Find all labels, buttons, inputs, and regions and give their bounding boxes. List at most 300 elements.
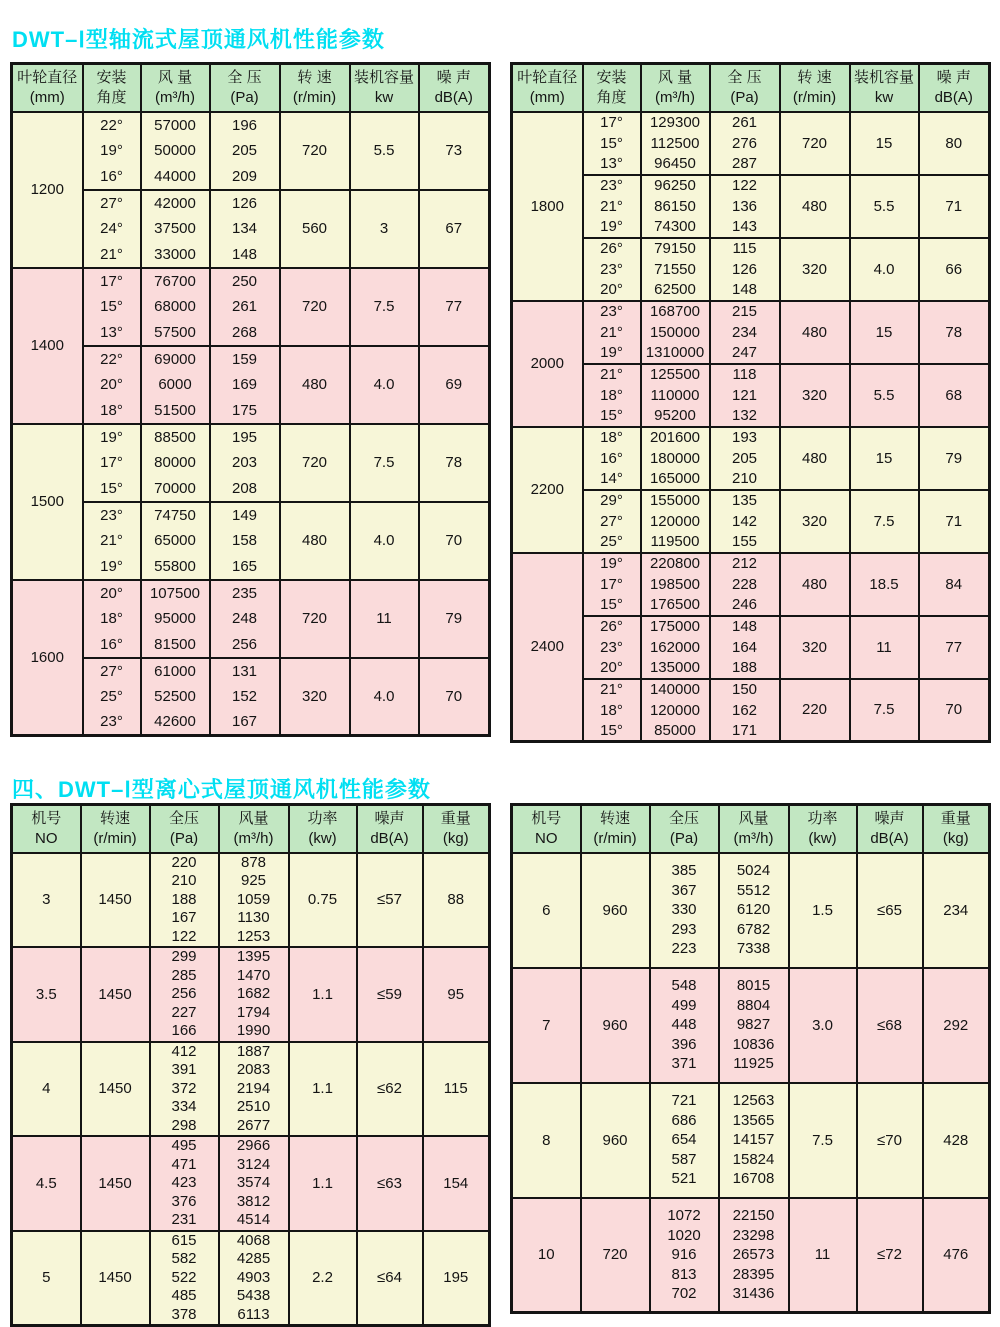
power-cell: 11 (350, 580, 419, 658)
pressure-cell: 210 (710, 469, 780, 490)
speed-cell: 1450 (81, 1231, 150, 1326)
weight-cell: 428 (923, 1083, 990, 1198)
pressure-stack-cell (650, 1083, 719, 1198)
pressure-cell: 148 (710, 280, 780, 301)
axial-fan-table-right (510, 62, 991, 743)
column-header-3 (641, 64, 710, 112)
pressure-cell: 136 (710, 196, 780, 217)
speed-cell: 480 (280, 502, 350, 580)
value-line: 521 (671, 1170, 697, 1188)
speed-cell: 320 (780, 238, 850, 301)
flow-cell: 51500 (141, 398, 210, 424)
flow-stack-cell-values (720, 1091, 788, 1189)
value-line: 471 (171, 1155, 197, 1173)
pressure-cell: 143 (710, 217, 780, 238)
value-line: 721 (671, 1092, 697, 1110)
centrifugal-section-title: 四、DWT–Ⅰ型离心式屋顶通风机性能参数 (12, 776, 431, 802)
value-line: 28395 (732, 1265, 775, 1283)
speed-cell: 320 (780, 490, 850, 553)
flow-cell: 88500 (141, 424, 210, 450)
value-line: 5438 (236, 1287, 271, 1304)
fan-no-cell: 4 (12, 1042, 81, 1137)
column-header-2 (583, 64, 641, 112)
flow-cell: 42000 (141, 190, 210, 216)
value-line: 4903 (236, 1268, 271, 1286)
table-row (12, 1042, 490, 1137)
pressure-cell: 162 (710, 700, 780, 721)
pressure-cell: 246 (710, 595, 780, 616)
flow-cell: 107500 (141, 580, 210, 606)
value-line: 485 (171, 1287, 197, 1304)
power-cell: 7.5 (350, 424, 419, 502)
pressure-cell: 235 (210, 580, 280, 606)
power-cell: 4.0 (850, 238, 919, 301)
cent-left-body (12, 853, 490, 1326)
pressure-cell: 261 (710, 112, 780, 133)
column-header-7 (423, 805, 490, 853)
table-row (512, 427, 990, 448)
noise-cell: 70 (919, 679, 990, 742)
noise-cell: 77 (419, 268, 490, 346)
header-line2: (m³/h) (733, 829, 774, 847)
flow-stack-cell-values (720, 1206, 788, 1304)
value-line: 330 (671, 901, 697, 919)
diameter-cell: 2200 (512, 427, 583, 553)
pressure-cell: 203 (210, 450, 280, 476)
angle-cell: 20° (583, 658, 641, 679)
power-cell: 0.75 (289, 853, 357, 948)
speed-cell: 1450 (81, 853, 150, 948)
angle-cell: 29° (583, 490, 641, 511)
column-header-3 (141, 64, 210, 112)
flow-cell: 44000 (141, 164, 210, 190)
header-line1: 转 速 (297, 68, 332, 86)
flow-stack-cell (719, 1198, 789, 1313)
angle-cell: 24° (83, 216, 141, 242)
pressure-cell: 167 (210, 710, 280, 736)
noise-cell: 69 (419, 346, 490, 424)
speed-cell: 560 (280, 190, 350, 268)
fan-no-cell: 8 (512, 1083, 581, 1198)
header-line1: 功率 (807, 809, 838, 827)
value-line: 2966 (236, 1137, 271, 1154)
angle-cell: 20° (83, 580, 141, 606)
column-header-2 (81, 805, 150, 853)
column-header-2 (581, 805, 650, 853)
pressure-cell: 126 (710, 259, 780, 280)
flow-stack-cell-values (220, 948, 288, 1041)
value-line: 3812 (236, 1192, 271, 1210)
header-line1: 全 压 (227, 68, 262, 86)
pressure-cell: 169 (210, 372, 280, 398)
pressure-cell: 155 (710, 532, 780, 553)
angle-cell: 15° (83, 476, 141, 502)
flow-stack-cell (719, 853, 789, 968)
power-cell: 5.5 (850, 364, 919, 427)
weight-cell: 476 (923, 1198, 990, 1313)
table-row (12, 580, 490, 606)
angle-cell: 18° (83, 606, 141, 632)
angle-cell: 19° (83, 424, 141, 450)
value-line: 1253 (236, 927, 271, 945)
value-line: 4514 (236, 1211, 271, 1228)
value-line: 412 (171, 1042, 197, 1060)
value-line: 396 (671, 1035, 697, 1053)
angle-cell: 27° (583, 511, 641, 532)
column-header-7 (919, 64, 990, 112)
angle-cell: 21° (83, 242, 141, 268)
value-line: 166 (171, 1022, 197, 1039)
column-header-5 (789, 805, 857, 853)
value-line: 26573 (732, 1246, 775, 1263)
power-cell: 1.1 (289, 947, 357, 1042)
value-line: 2510 (236, 1098, 271, 1115)
table-row (12, 853, 490, 948)
angle-cell: 19° (583, 217, 641, 238)
flow-cell: 180000 (641, 448, 710, 469)
pressure-stack-cell-values (151, 854, 218, 947)
pressure-stack-cell-values (651, 976, 718, 1074)
header-line2: (kg) (442, 829, 469, 847)
header-line2: dB(A) (370, 829, 409, 847)
value-line: 1395 (236, 948, 271, 965)
header-line1: 叶轮直径 (17, 68, 78, 86)
column-header-4 (219, 805, 289, 853)
angle-cell: 21° (83, 528, 141, 554)
column-header-5 (780, 64, 850, 112)
angle-cell: 23° (583, 259, 641, 280)
value-line: 6782 (736, 920, 771, 938)
pressure-cell: 195 (210, 424, 280, 450)
axial-left-body (12, 112, 490, 736)
cent-left-header (12, 805, 490, 853)
value-line: 2194 (236, 1079, 271, 1097)
header-line2: 角度 (96, 88, 127, 106)
angle-cell: 16° (583, 448, 641, 469)
noise-cell: ≤59 (357, 947, 423, 1042)
weight-cell: 234 (923, 853, 990, 968)
flow-stack-cell (219, 1231, 289, 1326)
value-line: 3574 (236, 1174, 271, 1191)
power-cell: 1.1 (289, 1136, 357, 1231)
value-line: 298 (171, 1116, 197, 1134)
flow-cell: 129300 (641, 112, 710, 133)
noise-cell: ≤63 (357, 1136, 423, 1231)
header-line2: dB(A) (870, 829, 909, 847)
value-line: 1020 (667, 1226, 701, 1244)
pressure-cell: 165 (210, 554, 280, 580)
flow-cell: 140000 (641, 679, 710, 700)
header-line1: 转速 (599, 809, 630, 827)
table-row (512, 968, 990, 1083)
power-cell: 5.5 (850, 175, 919, 238)
header-line2: (m³/h) (655, 88, 695, 106)
noise-cell: 68 (919, 364, 990, 427)
header-line2: (m³/h) (233, 829, 274, 847)
angle-cell: 20° (83, 372, 141, 398)
flow-cell: 74300 (641, 217, 710, 238)
weight-cell: 195 (423, 1231, 490, 1326)
pressure-cell: 209 (210, 164, 280, 190)
header-line2: (r/min) (93, 829, 137, 847)
fan-no-cell: 3 (12, 853, 81, 948)
flow-cell: 76700 (141, 268, 210, 294)
angle-cell: 21° (583, 679, 641, 700)
fan-no-cell: 4.5 (12, 1136, 81, 1231)
pressure-cell: 121 (710, 385, 780, 406)
header-line1: 机号 (531, 809, 562, 827)
value-line: 6113 (237, 1305, 270, 1323)
header-line1: 叶轮直径 (517, 68, 578, 86)
table-row (12, 947, 490, 1042)
flow-cell: 70000 (141, 476, 210, 502)
diameter-cell: 1200 (12, 112, 83, 268)
column-header-6 (857, 805, 923, 853)
value-line: 1682 (236, 985, 271, 1002)
table-row (512, 553, 990, 574)
table-row (12, 112, 490, 138)
value-line: 1072 (667, 1207, 701, 1224)
value-line: 1794 (236, 1003, 271, 1021)
header-line2: (r/min) (292, 88, 337, 106)
value-line: 5024 (736, 862, 771, 880)
value-line: 220 (171, 853, 197, 871)
pressure-stack-cell (650, 1198, 719, 1313)
flow-cell: 176500 (641, 595, 710, 616)
flow-stack-cell (719, 1083, 789, 1198)
pressure-cell: 135 (710, 490, 780, 511)
noise-cell: ≤70 (857, 1083, 923, 1198)
value-line: 8804 (736, 996, 771, 1014)
header-line2: (Pa) (169, 829, 199, 847)
speed-cell: 480 (780, 175, 850, 238)
header-line1: 重量 (440, 809, 471, 827)
value-line: 293 (671, 920, 697, 938)
flow-cell: 155000 (641, 490, 710, 511)
power-cell: 15 (850, 301, 919, 364)
diameter-cell: 1500 (12, 424, 83, 580)
header-line1: 风 量 (657, 68, 693, 86)
value-line: 654 (671, 1131, 697, 1149)
cent-right-body (512, 853, 990, 1313)
weight-cell: 95 (423, 947, 490, 1042)
value-line: 210 (171, 872, 197, 889)
angle-cell: 27° (83, 190, 141, 216)
pressure-cell: 208 (210, 476, 280, 502)
header-line1: 装机容量 (853, 68, 914, 86)
value-line: 1887 (236, 1042, 271, 1060)
header-line1: 安装 (596, 68, 627, 86)
flow-cell: 168700 (641, 301, 710, 322)
speed-cell: 960 (581, 1083, 650, 1198)
value-line: 231 (171, 1211, 197, 1228)
noise-cell: ≤64 (357, 1231, 423, 1326)
angle-cell: 23° (583, 175, 641, 196)
speed-cell: 1450 (81, 1042, 150, 1137)
pressure-cell: 212 (710, 553, 780, 574)
power-cell: 7.5 (850, 490, 919, 553)
table-row (12, 424, 490, 450)
header-line1: 噪 声 (936, 68, 971, 86)
noise-cell: 80 (919, 112, 990, 175)
flow-stack-cell (219, 853, 289, 948)
angle-cell: 17° (583, 112, 641, 133)
flow-cell: 42600 (141, 710, 210, 736)
pressure-cell: 149 (210, 502, 280, 528)
column-header-6 (350, 64, 419, 112)
speed-cell: 480 (280, 346, 350, 424)
speed-cell: 720 (280, 424, 350, 502)
header-line1: 全压 (168, 809, 199, 827)
value-line: 448 (671, 1016, 697, 1034)
speed-cell: 480 (780, 301, 850, 364)
value-line: 367 (671, 881, 697, 899)
angle-cell: 21° (583, 322, 641, 343)
flow-cell: 68000 (141, 294, 210, 320)
header-line2: (kw) (808, 829, 837, 847)
table-row (512, 301, 990, 322)
axial-left-header (12, 64, 490, 112)
noise-cell: 70 (419, 658, 490, 736)
pressure-stack-cell-values (151, 1043, 218, 1136)
flow-cell: 6000 (141, 372, 210, 398)
noise-cell: 78 (419, 424, 490, 502)
angle-cell: 18° (83, 398, 141, 424)
noise-cell: 66 (919, 238, 990, 301)
value-line: 522 (171, 1268, 197, 1286)
value-line: 686 (671, 1111, 697, 1129)
diameter-cell: 2400 (512, 553, 583, 742)
angle-cell: 26° (583, 238, 641, 259)
flow-cell: 96250 (641, 175, 710, 196)
value-line: 15824 (732, 1150, 775, 1168)
weight-cell: 292 (923, 968, 990, 1083)
pressure-stack-cell (150, 853, 219, 948)
value-line: 31436 (732, 1285, 775, 1302)
pressure-stack-cell-values (151, 1137, 218, 1230)
value-line: 385 (671, 862, 697, 880)
weight-cell: 115 (423, 1042, 490, 1137)
angle-cell: 18° (583, 700, 641, 721)
pressure-cell: 193 (710, 427, 780, 448)
angle-cell: 13° (83, 320, 141, 346)
value-line: 14157 (732, 1131, 775, 1149)
flow-cell: 81500 (141, 632, 210, 658)
centrifugal-fan-table-right (510, 803, 991, 1314)
value-line: 378 (171, 1305, 197, 1323)
power-cell: 18.5 (850, 553, 919, 616)
speed-cell: 320 (780, 616, 850, 679)
table-row (512, 1083, 990, 1198)
value-line: 16708 (732, 1170, 775, 1188)
header-line1: 转 速 (797, 68, 832, 86)
cent-right-header (512, 805, 990, 853)
speed-cell: 220 (780, 679, 850, 742)
speed-cell: 480 (780, 427, 850, 490)
header-line1: 转速 (99, 809, 130, 827)
value-line: 285 (171, 966, 197, 984)
angle-cell: 17° (83, 450, 141, 476)
header-line2: 角度 (596, 88, 627, 106)
speed-cell: 720 (780, 112, 850, 175)
noise-cell: 71 (919, 490, 990, 553)
value-line: 587 (671, 1150, 697, 1168)
noise-cell: ≤65 (857, 853, 923, 968)
value-line: 12563 (732, 1092, 775, 1110)
column-header-1 (12, 64, 83, 112)
flow-cell: 50000 (141, 138, 210, 164)
flow-cell: 135000 (641, 658, 710, 679)
table-row (512, 175, 990, 196)
pressure-stack-cell (150, 947, 219, 1042)
table-row (12, 658, 490, 684)
table-row (512, 616, 990, 637)
angle-cell: 14° (583, 469, 641, 490)
pressure-cell: 118 (710, 364, 780, 385)
table-row (512, 112, 990, 133)
pressure-cell: 276 (710, 133, 780, 154)
axial-section-title: DWT–Ⅰ型轴流式屋顶通风机性能参数 (12, 26, 385, 52)
angle-cell: 21° (583, 364, 641, 385)
speed-cell: 1450 (81, 1136, 150, 1231)
pressure-cell: 152 (210, 684, 280, 710)
pressure-cell: 228 (710, 574, 780, 595)
pressure-cell: 159 (210, 346, 280, 372)
value-line: 702 (671, 1285, 697, 1302)
header-line2: (mm) (29, 88, 65, 106)
header-line2: (Pa) (669, 829, 699, 847)
value-line: 1990 (236, 1022, 271, 1039)
angle-cell: 16° (83, 164, 141, 190)
angle-cell: 25° (583, 532, 641, 553)
pressure-stack-cell (650, 968, 719, 1083)
header-line2: (m³/h) (155, 88, 195, 106)
power-cell: 11 (789, 1198, 857, 1313)
power-cell: 11 (850, 616, 919, 679)
power-cell: 5.5 (350, 112, 419, 190)
angle-cell: 21° (583, 196, 641, 217)
flow-cell: 80000 (141, 450, 210, 476)
header-line1: 功率 (307, 809, 338, 827)
value-line: 495 (171, 1137, 197, 1154)
column-header-4 (210, 64, 280, 112)
speed-cell: 720 (280, 580, 350, 658)
pressure-stack-cell-values (651, 1091, 718, 1189)
column-header-1 (12, 805, 81, 853)
fan-no-cell: 6 (512, 853, 581, 968)
diameter-cell: 1800 (512, 112, 583, 301)
pressure-cell: 150 (710, 679, 780, 700)
value-line: 334 (171, 1098, 197, 1115)
value-line: 6120 (736, 901, 771, 919)
table-row (12, 1231, 490, 1326)
angle-cell: 18° (583, 427, 641, 448)
flow-cell: 33000 (141, 242, 210, 268)
flow-cell: 110000 (641, 385, 710, 406)
value-line: 925 (240, 872, 267, 889)
power-cell: 15 (850, 427, 919, 490)
column-header-2 (83, 64, 141, 112)
column-header-4 (719, 805, 789, 853)
column-header-3 (150, 805, 219, 853)
power-cell: 1.1 (289, 1042, 357, 1137)
speed-cell: 1450 (81, 947, 150, 1042)
flow-cell: 201600 (641, 427, 710, 448)
flow-cell: 62500 (641, 280, 710, 301)
noise-cell: 79 (919, 427, 990, 490)
header-line2: (r/min) (593, 829, 637, 847)
centrifugal-fan-table-left (10, 803, 491, 1327)
